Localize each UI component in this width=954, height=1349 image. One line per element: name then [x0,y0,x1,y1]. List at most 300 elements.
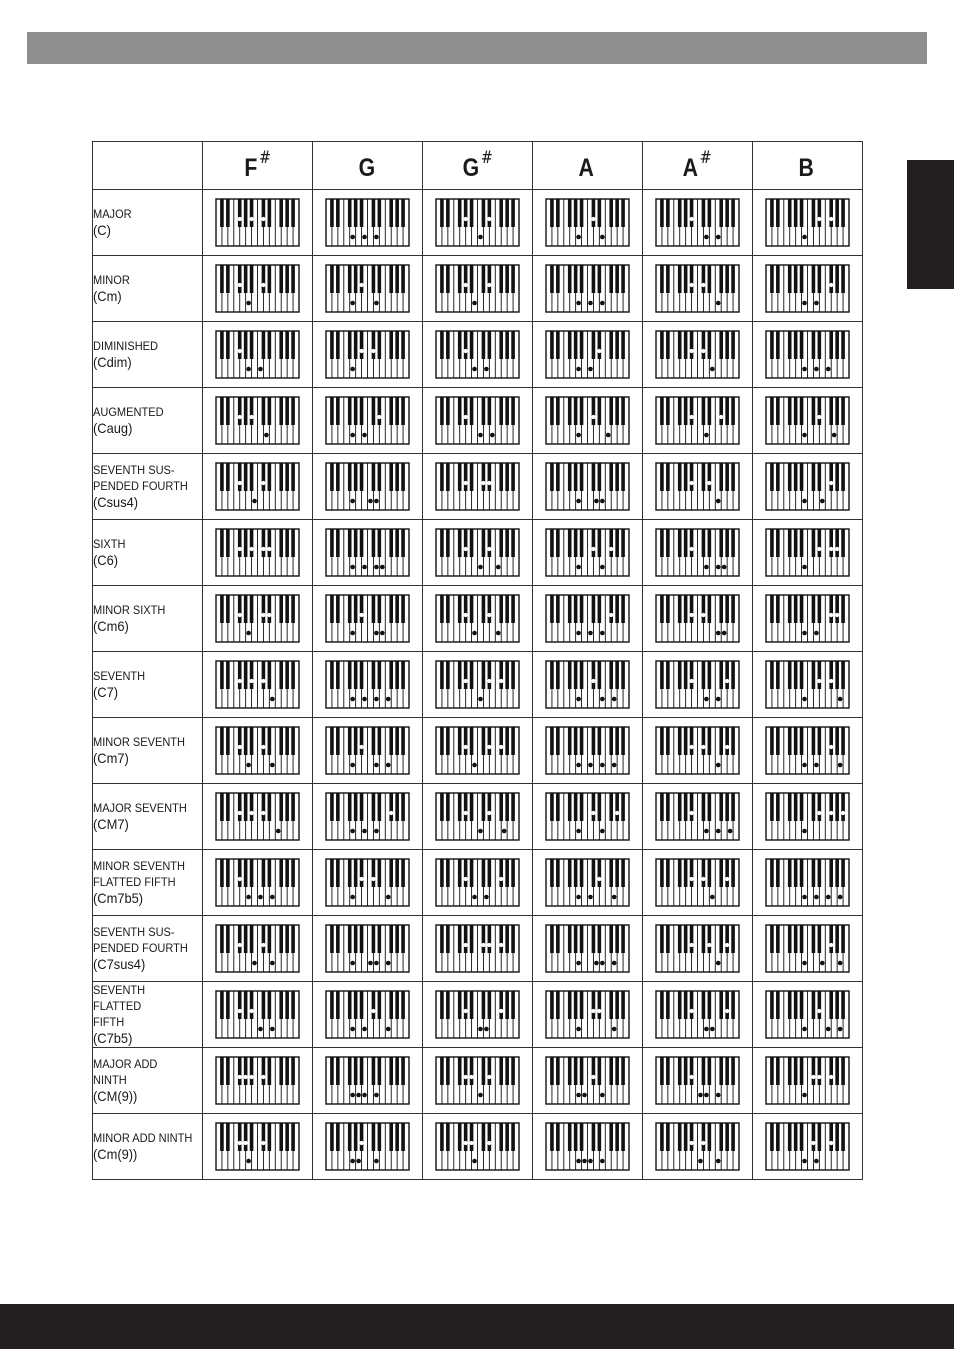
note-dot [238,1009,242,1013]
note-dot [261,811,265,815]
keyboard-diagram [655,1056,740,1105]
keyboard-diagram [325,1056,410,1105]
note-dot [374,631,379,636]
note-dot [350,763,355,768]
note-dot [582,1159,587,1164]
note-dot [374,565,379,570]
chord-cell [423,586,533,652]
note-dot [356,1093,361,1098]
note-dot [597,1009,601,1013]
keyboard-diagram [325,1122,410,1171]
keyboard-diagram [435,858,520,907]
note-dot [374,1159,379,1164]
note-dot [704,235,709,240]
note-dot [502,829,507,834]
section-tab [907,160,954,289]
note-dot [249,1075,253,1079]
note-dot [496,565,501,570]
keyboard-diagram [655,594,740,643]
keyboard-diagram [435,1056,520,1105]
note-dot [350,301,355,306]
note-dot [689,877,693,881]
keyboard-diagram [325,726,410,775]
chord-row [93,520,863,586]
keyboard-diagram [215,726,300,775]
note-dot [811,1075,815,1079]
chord-type-label [93,388,203,454]
footer-bar [0,1304,954,1349]
note-dot [350,631,355,636]
chord-cell [753,652,863,718]
chord-row [93,190,863,256]
note-dot [829,943,833,947]
chord-symbol: (Cdim) [93,354,132,370]
keyboard-diagram [545,990,630,1039]
note-dot [600,763,605,768]
note-dot [261,283,265,287]
note-dot [386,1027,391,1032]
note-dot [576,301,581,306]
note-dot [261,1075,265,1079]
note-dot [362,697,367,702]
note-dot [689,679,693,683]
note-dot [487,811,491,815]
note-dot [484,367,489,372]
chord-row [93,850,863,916]
note-dot [811,1141,815,1145]
note-dot [464,481,468,485]
note-dot [368,961,373,966]
note-dot [576,367,581,372]
note-dot [270,1027,275,1032]
chord-cell [313,850,423,916]
note-dot [249,415,253,419]
keyboard-diagram [655,924,740,973]
note-dot [499,679,503,683]
note-dot [600,961,605,966]
keyboard-diagram [435,792,520,841]
note-dot [238,217,242,221]
note-dot [576,1093,581,1098]
keyboard-diagram [655,660,740,709]
note-dot [386,697,391,702]
note-dot [689,283,693,287]
note-dot [802,433,807,438]
note-dot [802,499,807,504]
note-dot [472,631,477,636]
chord-row [93,916,863,982]
chord-cell [753,256,863,322]
chord-type-label [93,1114,203,1180]
keyboard-diagram [215,594,300,643]
note-dot [582,1093,587,1098]
keyboard-diagram [215,660,300,709]
note-dot [716,499,721,504]
note-dot [600,499,605,504]
note-dot [704,1027,709,1032]
keyboard-diagram [435,528,520,577]
chord-symbol: (Cm7b5) [93,890,144,906]
keyboard-diagram [325,330,410,379]
chord-symbol: (Cm(9)) [93,1146,138,1162]
note-dot [478,1093,483,1098]
chord-symbol: (C7b5) [93,1030,133,1046]
note-dot [838,961,843,966]
note-dot [591,547,595,551]
note-dot [484,1027,489,1032]
chord-name: MINOR SEVENTH FLATTED FIFTH [93,859,186,889]
note-dot [701,745,705,749]
note-dot [249,547,253,551]
note-dot [472,895,477,900]
chord-type-label [93,784,203,850]
note-dot [728,829,733,834]
chord-cell [313,322,423,388]
note-dot [380,565,385,570]
chord-row [93,1048,863,1114]
note-dot [244,1075,248,1079]
chord-name: SEVENTH SUS- PENDED FOURTH [93,463,188,493]
keyboard-diagram [655,726,740,775]
chord-cell [753,388,863,454]
note-dot [802,1159,807,1164]
keyboard-diagram [215,924,300,973]
note-dot [478,565,483,570]
chord-symbol: (C) [93,222,111,238]
note-dot [591,415,595,419]
note-dot [716,631,721,636]
note-dot [802,565,807,570]
keyboard-diagram [215,858,300,907]
keyboard-diagram [765,396,850,445]
note-dot [829,745,833,749]
note-dot [704,433,709,438]
chord-cell [313,718,423,784]
note-dot [472,301,477,306]
note-dot [350,235,355,240]
chord-cell [423,256,533,322]
chord-cell [643,190,753,256]
note-dot [814,1159,819,1164]
note-dot [264,433,269,438]
note-dot [814,367,819,372]
keyboard-diagram [325,528,410,577]
note-dot [814,631,819,636]
chord-name: AUGMENTED [93,405,164,419]
chord-row [93,652,863,718]
note-dot [838,697,843,702]
chord-cell [423,190,533,256]
note-dot [371,1009,375,1013]
note-dot [841,811,845,815]
keyboard-diagram [655,528,740,577]
note-dot [487,217,491,221]
note-dot [464,349,468,353]
keyboard-diagram [765,792,850,841]
chord-row [93,322,863,388]
note-dot [246,1159,251,1164]
note-dot [371,349,375,353]
note-dot [817,1075,821,1079]
chord-cell [423,322,533,388]
note-dot [588,631,593,636]
note-dot [838,895,843,900]
chord-cell [533,916,643,982]
note-dot [576,697,581,702]
chord-symbol: (Cm) [93,288,122,304]
note-dot [261,481,265,485]
chord-cell [753,982,863,1048]
note-dot [464,1075,468,1079]
chord-cell [643,718,753,784]
keyboard-diagram [215,528,300,577]
chord-cell [203,850,313,916]
note-dot [238,745,242,749]
note-dot [464,877,468,881]
note-dot [258,895,263,900]
chord-type-label [93,850,203,916]
note-dot [576,895,581,900]
keyboard-diagram [765,726,850,775]
note-dot [377,415,381,419]
chord-cell [313,520,423,586]
keyboard-diagram [435,924,520,973]
note-dot [359,1141,363,1145]
chord-cell [753,784,863,850]
note-dot [238,679,242,683]
keyboard-diagram [655,330,740,379]
keyboard-diagram [545,462,630,511]
note-dot [576,829,581,834]
note-dot [276,829,281,834]
chord-row [93,718,863,784]
note-dot [689,349,693,353]
chord-symbol: (Caug) [93,420,133,436]
note-dot [576,499,581,504]
note-dot [716,763,721,768]
note-dot [704,829,709,834]
note-dot [464,943,468,947]
chord-symbol: (CM7) [93,816,129,832]
note-dot [838,1027,843,1032]
note-dot [478,697,483,702]
note-dot [829,1075,833,1079]
keyboard-diagram [435,1122,520,1171]
keyboard-diagram [545,1056,630,1105]
note-dot [350,697,355,702]
note-dot [615,811,619,815]
note-dot [374,763,379,768]
note-dot [802,829,807,834]
note-dot [689,217,693,221]
keyboard-diagram [765,924,850,973]
note-dot [469,1075,473,1079]
chord-cell [313,256,423,322]
keyboard-diagram [435,660,520,709]
chord-cell [423,1048,533,1114]
note-dot [238,877,242,881]
note-dot [350,961,355,966]
chord-type-label [93,1048,203,1114]
note-dot [464,217,468,221]
note-dot [594,499,599,504]
note-dot [591,1075,595,1079]
note-dot [814,301,819,306]
note-dot [698,1093,703,1098]
keyboard-diagram [435,264,520,313]
note-dot [600,697,605,702]
note-dot [464,613,468,617]
note-dot [591,679,595,683]
note-dot [701,349,705,353]
chord-cell [753,850,863,916]
chord-cell [313,916,423,982]
note-dot [258,1027,263,1032]
note-dot [472,763,477,768]
note-dot [802,697,807,702]
note-dot [487,679,491,683]
chord-cell [753,586,863,652]
chord-cell [423,718,533,784]
note-dot [246,301,251,306]
note-dot [267,613,271,617]
key-header: G [313,142,423,190]
note-dot [258,367,263,372]
note-dot [701,877,705,881]
note-dot [464,679,468,683]
note-dot [716,565,721,570]
note-dot [600,301,605,306]
note-dot [464,1009,468,1013]
keyboard-diagram [325,990,410,1039]
note-dot [576,235,581,240]
note-dot [716,235,721,240]
note-dot [362,1093,367,1098]
note-dot [469,1141,473,1145]
note-dot [689,547,693,551]
note-dot [701,1141,705,1145]
note-dot [499,877,503,881]
note-dot [238,1141,242,1145]
keyboard-diagram [655,198,740,247]
chord-cell [753,916,863,982]
chord-cell [533,1114,643,1180]
note-dot [246,367,251,372]
note-dot [464,1141,468,1145]
note-dot [359,349,363,353]
keyboard-diagram [545,858,630,907]
chord-type-label [93,982,203,1048]
chord-type-label [93,718,203,784]
note-dot [716,301,721,306]
keyboard-diagram [435,198,520,247]
note-dot [689,943,693,947]
note-dot [261,943,265,947]
note-dot [350,1159,355,1164]
note-dot [817,679,821,683]
note-dot [701,613,705,617]
note-dot [478,1027,483,1032]
note-dot [487,943,491,947]
note-dot [725,745,729,749]
note-dot [600,829,605,834]
note-dot [817,547,821,551]
note-dot [238,811,242,815]
note-dot [591,811,595,815]
note-dot [802,895,807,900]
note-dot [689,1009,693,1013]
chord-cell [643,1114,753,1180]
note-dot [270,961,275,966]
chord-chart-table [92,141,863,1180]
note-dot [350,829,355,834]
keyboard-diagram [435,594,520,643]
note-dot [252,961,257,966]
note-dot [820,961,825,966]
note-dot [464,811,468,815]
keyboard-diagram [655,462,740,511]
chord-cell [533,190,643,256]
note-dot [350,367,355,372]
chord-cell [313,190,423,256]
note-dot [829,283,833,287]
note-dot [362,1027,367,1032]
chord-symbol: (C6) [93,552,119,568]
note-dot [588,763,593,768]
note-dot [487,613,491,617]
chord-cell [423,784,533,850]
note-dot [374,499,379,504]
keyboard-diagram [655,1122,740,1171]
note-dot [612,1027,617,1032]
chord-cell [423,520,533,586]
chord-cell [423,1114,533,1180]
keyboard-diagram [655,858,740,907]
note-dot [464,547,468,551]
note-dot [710,895,715,900]
chord-cell [203,982,313,1048]
note-dot [362,433,367,438]
note-dot [576,1159,581,1164]
note-dot [389,811,393,815]
note-dot [496,631,501,636]
chord-cell [313,454,423,520]
note-dot [829,613,833,617]
note-dot [704,565,709,570]
keyboard-diagram [655,990,740,1039]
note-dot [499,1009,503,1013]
keyboard-diagram [435,990,520,1039]
note-dot [244,1141,248,1145]
note-dot [600,565,605,570]
chord-row [93,388,863,454]
note-dot [689,415,693,419]
note-dot [371,877,375,881]
note-dot [817,811,821,815]
chord-name: MINOR ADD NINTH [93,1131,193,1145]
note-dot [689,481,693,485]
note-dot [238,283,242,287]
note-dot [716,1159,721,1164]
chord-cell [533,256,643,322]
note-dot [609,613,613,617]
keyboard-diagram [545,924,630,973]
note-dot [249,679,253,683]
note-dot [261,745,265,749]
note-dot [261,613,265,617]
chord-cell [643,652,753,718]
chord-cell [313,784,423,850]
